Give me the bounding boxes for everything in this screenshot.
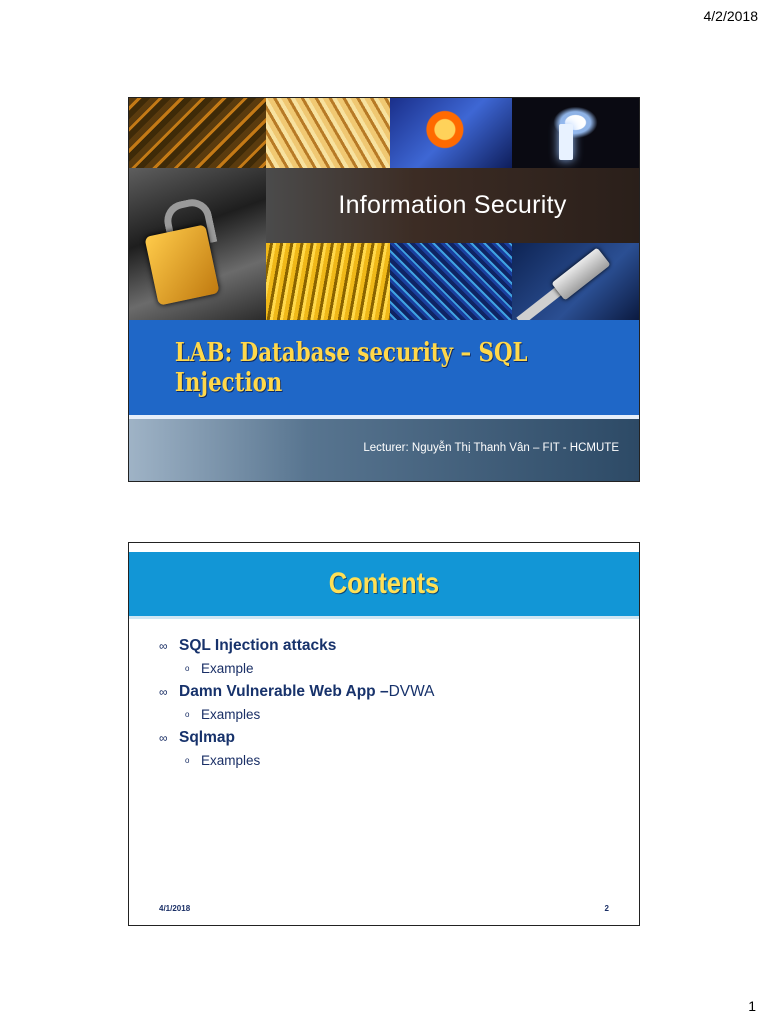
slide-title: LAB: Database security – SQL Injection [174,337,528,398]
list-item [159,681,435,703]
fiber-cables-image [266,98,390,168]
slide-footer-number: 2 [604,904,609,913]
ethernet-plug-icon [551,247,610,300]
list-item [159,635,435,657]
list-item-suffix: DVWA [388,683,435,700]
sub-list-item [185,703,435,725]
page-number: 1 [748,998,756,1014]
yellow-cables-image [266,243,390,320]
circle-bullet-icon: o [185,709,190,719]
contents-list [159,635,435,773]
list-item-label: Sqlmap [179,729,235,746]
infinity-bullet-icon: ∞ [159,685,168,699]
list-item-label: SQL Injection attacks [179,637,337,654]
keyhole-image [512,98,639,168]
circle-bullet-icon: o [185,755,190,765]
circuit-board-image [129,98,266,168]
circle-bullet-icon: o [185,663,190,673]
list-item-label: Damn Vulnerable Web App – [179,683,389,700]
sub-list-item-label: Examples [201,706,261,722]
lecturer-text: Lecturer: Nguyễn Thị Thanh Vân – FIT - HCMUTE [363,442,619,454]
slide-footer-date: 4/1/2018 [159,904,191,913]
sub-list-item [185,749,435,771]
slide-2 [128,542,640,926]
sub-list-item-label: Examples [201,752,261,768]
list-item [159,727,435,749]
page-date: 4/2/2018 [703,8,758,24]
slide-1 [128,97,640,482]
circuit-blue-image [390,243,512,320]
contents-title: Contents [328,567,440,600]
infinity-bullet-icon: ∞ [159,639,168,653]
keyhole-icon [559,124,573,160]
ethernet-plug-image [512,243,639,320]
infinity-bullet-icon: ∞ [159,731,168,745]
sub-list-item [185,657,435,679]
padlock-chain-image [129,168,266,320]
network-plug-image [390,98,512,168]
contents-header-divider [129,616,639,619]
slide-subtitle: Information Security [338,191,567,219]
security-photo-collage [129,98,639,320]
sub-list-item-label: Example [201,660,254,676]
